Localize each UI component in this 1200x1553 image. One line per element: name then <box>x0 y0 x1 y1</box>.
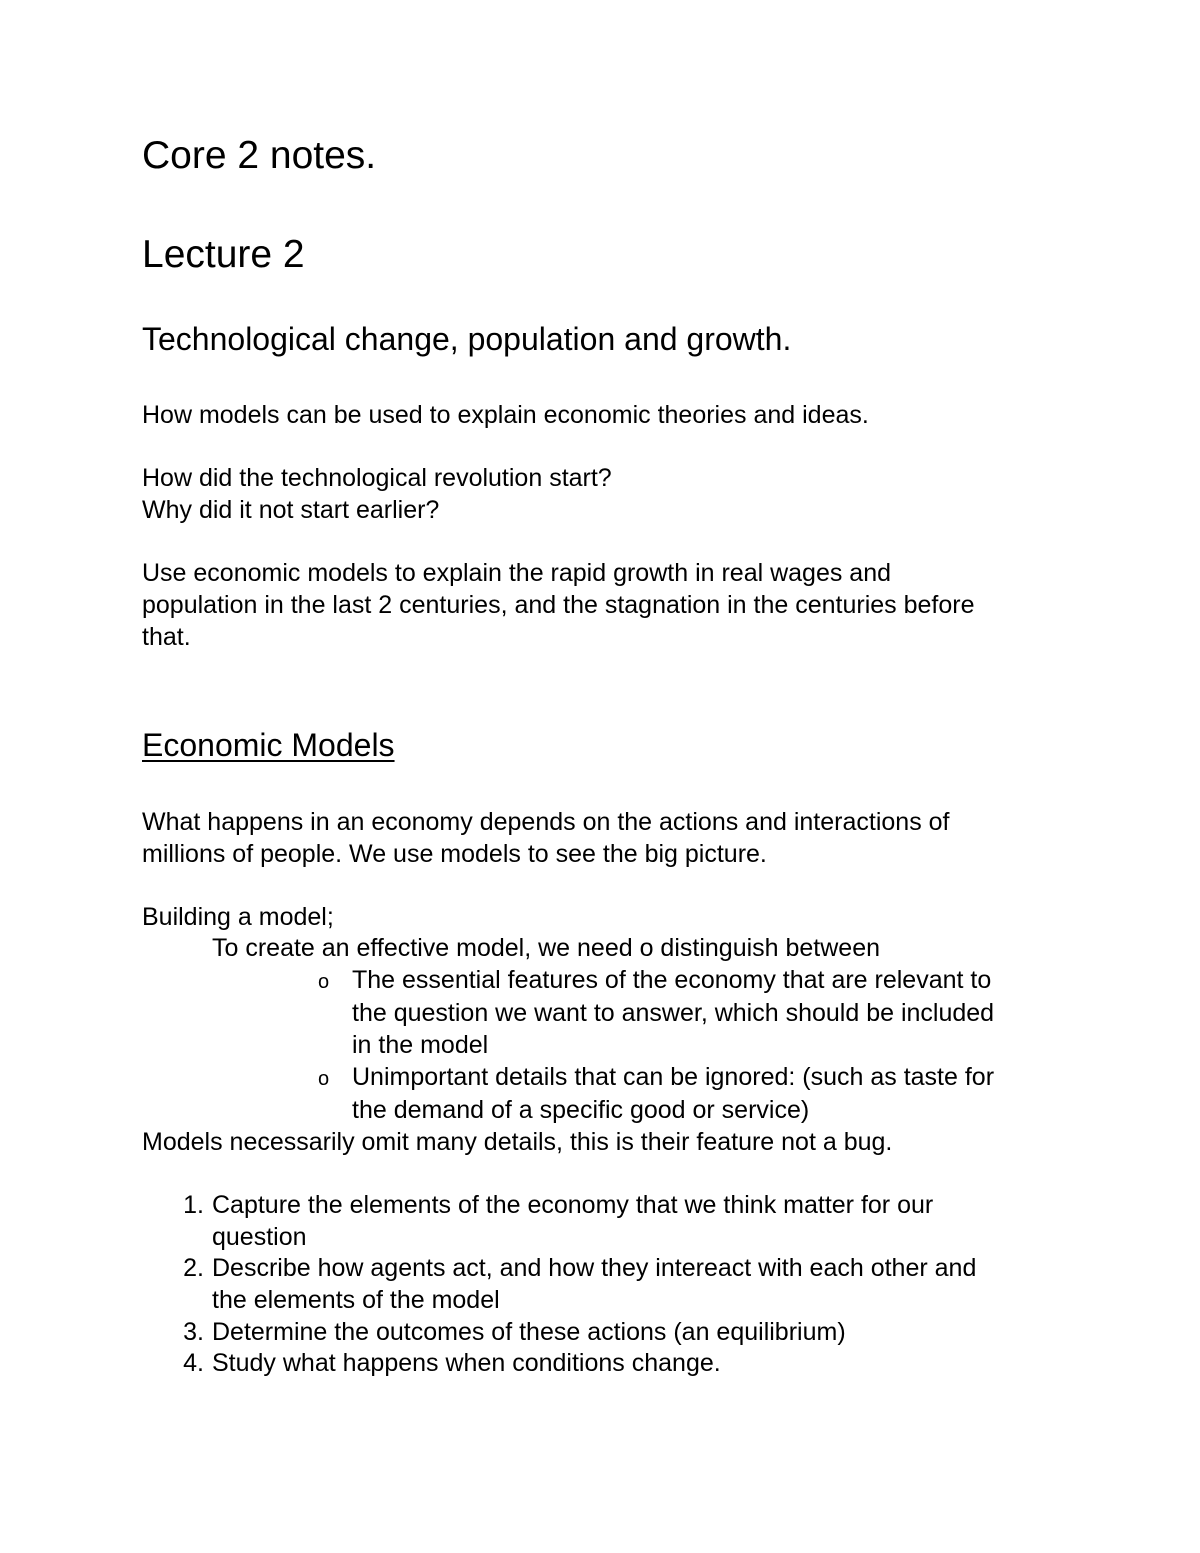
aim-line: Use economic models to explain the rapid growth in real wages and <box>142 559 892 587</box>
document-title: Core 2 notes. <box>142 134 377 177</box>
bullet-line: the demand of a specific good or service) <box>352 1096 810 1124</box>
step-number: 4. <box>183 1349 204 1377</box>
bullet-line: the question we want to answer, which should be included <box>352 999 995 1027</box>
bullet-line: The essential features of the economy that are relevant to <box>352 966 992 994</box>
summary-text: Models necessarily omit many details, this is their feature not a bug. <box>142 1128 893 1156</box>
intro-text: How models can be used to explain economic theories and ideas. <box>142 401 869 429</box>
step-number: 2. <box>183 1254 204 1282</box>
question-line: Why did it not start earlier? <box>142 496 440 524</box>
question-line: How did the technological revolution start? <box>142 464 612 492</box>
bullet-line: Unimportant details that can be ignored: (such as taste for <box>352 1063 995 1091</box>
step-line: the elements of the model <box>212 1286 500 1314</box>
step-number: 1. <box>183 1191 204 1219</box>
building-label: Building a model; <box>142 903 334 931</box>
bullet-marker: o <box>318 1068 330 1090</box>
bullet-line: in the model <box>352 1031 489 1059</box>
aim-line: that. <box>142 623 191 651</box>
section-paragraph-line: What happens in an economy depends on the actions and interactions of <box>142 808 950 836</box>
step-number: 3. <box>183 1318 204 1346</box>
step-line: Determine the outcomes of these actions (an equilibrium) <box>212 1318 846 1346</box>
aim-line: population in the last 2 centuries, and the stagnation in the centuries before <box>142 591 975 619</box>
step-line: Study what happens when conditions change. <box>212 1349 721 1377</box>
step-line: Capture the elements of the economy that we think matter for our <box>212 1191 934 1219</box>
section-paragraph-line: millions of people. We use models to see the big picture. <box>142 840 767 868</box>
step-line: question <box>212 1223 307 1251</box>
bullet-marker: o <box>318 971 330 993</box>
building-intro: To create an effective model, we need o distinguish between <box>212 934 881 962</box>
section-heading: Economic Models <box>142 727 395 763</box>
topic-heading: Technological change, population and growth. <box>142 321 792 357</box>
step-line: Describe how agents act, and how they intereact with each other and <box>212 1254 977 1282</box>
lecture-heading: Lecture 2 <box>142 233 305 276</box>
